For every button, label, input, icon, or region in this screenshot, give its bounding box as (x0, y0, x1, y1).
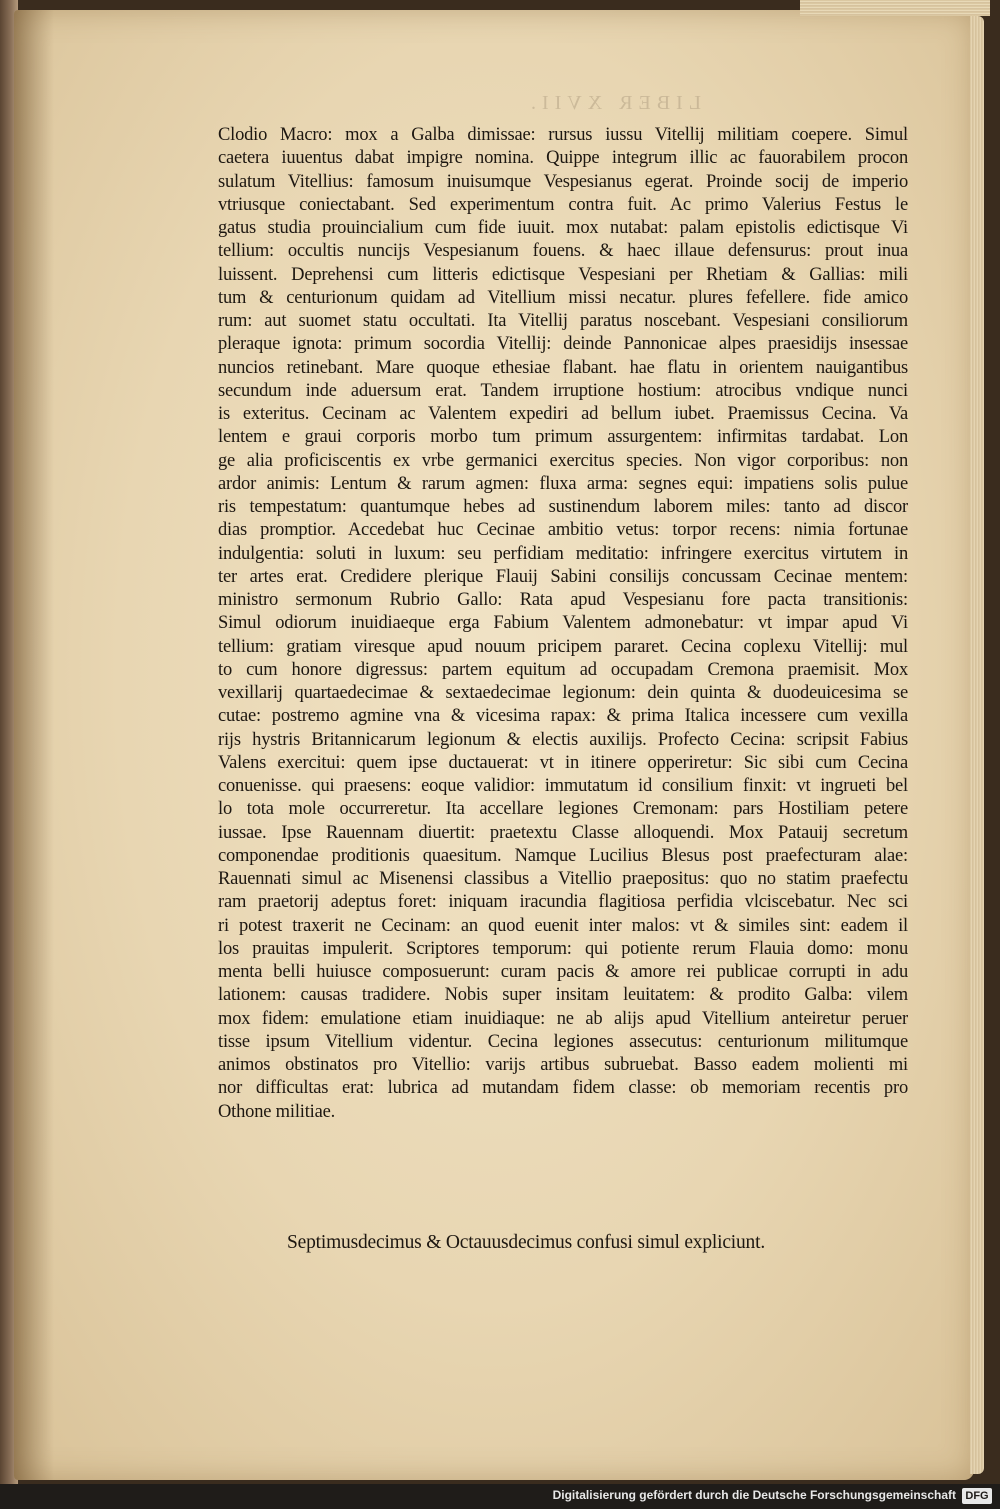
text-line: ris tempestatum: quantumque hebes ad sustinendum laborem miles: tanto ad discor (218, 497, 908, 517)
colophon-explicit: Septimusdecimus & Octauusdecimus confusi simul expliciunt. (287, 1232, 766, 1253)
text-line: caetera iuuentus dabat impigre nomina. Quippe integrum illic ac fauorabilem procon (218, 148, 908, 169)
text-line: ministro sermonum Rubrio Gallo: Rata apud Vespesianu fore pacta transitionis: (218, 590, 908, 610)
text-line: tellium: gratiam viresque apud nouum pricipem pararet. Cecina coplexu Vitellij: mul (218, 636, 908, 657)
text-line: is exteritus. Cecinam ac Valentem expediri ad bellum iubet. Praemissus Cecina. Va (218, 404, 908, 424)
text-line: ardor animis: Lentum & rarum agmen: fluxa arma: segnes equi: impatiens solis pulue (218, 473, 908, 494)
text-line: nuncios retinebant. Mare quoque ethesiae flabant. hae flatu in orientem nauigantibus (218, 357, 908, 378)
text-line: Valens exercitui: quem ipse ductauerat: vt in itinere opperiretur: Sic sibi cum Cecina (218, 752, 908, 773)
digitization-footer (0, 1484, 1000, 1509)
text-line: ter artes erat. Credidere plerique Flauij Sabini consilijs concussam Cecinae mentem: (218, 566, 908, 587)
text-line: vexillarij quartaedecimae & sextaedecimae legionum: dein quinta & duodeuicesima se (218, 683, 908, 703)
page-top-edge (800, 0, 990, 16)
text-line: mox fidem: emulatione etiam inuidiaque: ne ab alijs apud Vitellium anteiretur peruer (218, 1008, 908, 1029)
text-line: vtriusque coniectabant. Sed experimentum contra fuit. Ac primo Valerius Festus le (218, 194, 908, 215)
page-fore-edge (970, 16, 984, 1474)
text-line: tisse ipsum Vitellium videntur. Cecina legiones assecutus: centurionum militumque (218, 1031, 908, 1052)
text-line: lo tota mole occurreretur. Ita accellare legiones Cremonam: pars Hostiliam petere (218, 799, 908, 820)
text-line: los prauitas impulerit. Scriptores temporum: qui potiente rerum Flauia domo: monu (218, 938, 908, 959)
text-line: nor difficultas erat: lubrica ad mutandam fidem classe: ob memoriam recentis pro (218, 1078, 908, 1099)
text-line: lationem: causas tradidere. Nobis super insitam leuitatem: & prodito Galba: vilem (218, 985, 908, 1006)
text-line: rijs hystris Britannicarum legionum & electis auxilijs. Profecto Cecina: scripsit Fabius (218, 729, 908, 750)
text-line: ge alia proficiscentis ex vrbe germanici exercitus species. Non vigor corporibus: non (218, 450, 908, 471)
main-text-block (218, 124, 908, 1124)
text-line: animos obstinatos pro Vitellio: varijs artibus subruebat. Basso eadem molienti mi (218, 1055, 908, 1075)
text-line: tum & centurionum quidam ad Vitellium missi necatur. plures fefellere. fide amico (218, 287, 908, 308)
dfg-logo: DFG (962, 1488, 992, 1504)
text-line: tellium: occultis nuncijs Vespesianum fouens. & haec illaue defensurus: prout inua (218, 241, 908, 262)
text-line: gatus studia prouincialium cum fide iuuit. mox nutabat: palam epistolis edictisque Vi (218, 218, 908, 238)
text-line: Othone militiae. (218, 1101, 336, 1122)
text-line: Clodio Macro: mox a Galba dimissae: rursus iussu Vitellij militiam coepere. Simul (218, 125, 908, 145)
text-line: indulgentia: soluti in luxum: seu perfidiam meditatio: infringere exercitus virtutem in (218, 543, 908, 564)
text-line: sulatum Vitellius: famosum inuisumque Vespesianus egerat. Proinde socij de imperio (218, 171, 908, 192)
text-line: pleraque ignota: primum socordia Vitellij: deinde Pannonicae alpes praesidijs insessae (218, 334, 908, 355)
text-line: iussae. Ipse Rauennam diuertit: praetextu Classe alloquendi. Mox Patauij secretum (218, 822, 908, 843)
text-line: ram praetorij adeptus foret: iniquam iracundia flagitiosa perfidia vlciscebatur. Nec sci (218, 892, 908, 913)
text-line: cutae: postremo agmine vna & vicesima rapax: & prima Italica incessere cum vexilla (218, 706, 908, 727)
text-line: luissent. Deprehensi cum litteris edictisque Vespesiani per Rhetiam & Gallias: mili (218, 264, 908, 285)
text-line: menta belli huiusce composuerunt: curam pacis & amore rei publicae corrupti in adu (218, 962, 908, 982)
footer-credit: Digitalisierung gefördert durch die Deutsche Forschungsgemeinschaft (552, 1488, 956, 1502)
gutter-shadow (14, 10, 54, 1480)
text-line: Simul odiorum inuidiaeque erga Fabium Valentem admonebatur: vt impar apud Vi (218, 613, 908, 634)
text-line: conuenisse. qui praesens: eoque validior: immutatum id consilium finxit: vt ingrueti bel (218, 776, 908, 796)
running-head-showthrough: LIBER XVII. (525, 92, 701, 114)
text-line: rum: aut suomet statu occultati. Ita Vitellij paratus noscebant. Vespesiani consiliorum (218, 311, 908, 331)
text-line: dias promptior. Accedebat huc Cecinae ambitio vetus: torpor recens: nimia fortunae (218, 520, 908, 541)
text-line: Rauennati simul ac Misenensi classibus a Vitellio praepositus: quo no statim praefectu (218, 869, 908, 889)
text-line: componendae proditionis quaesitum. Namque Lucilius Blesus post praefecturam alae: (218, 845, 908, 866)
text-line: to cum honore digressus: partem equitum ad occupadam Cremona praemisit. Mox (218, 659, 908, 680)
text-line: ri potest traxerit ne Cecinam: an quod euenit inter malos: vt & similes sint: eadem il (218, 915, 908, 936)
text-line: lentem e graui corporis morbo tum primum assurgentem: infirmitas tardabat. Lon (218, 427, 908, 448)
text-line: secundum inde aduersum erat. Tandem irruptione hostium: atrocibus vndique nunci (218, 380, 908, 401)
